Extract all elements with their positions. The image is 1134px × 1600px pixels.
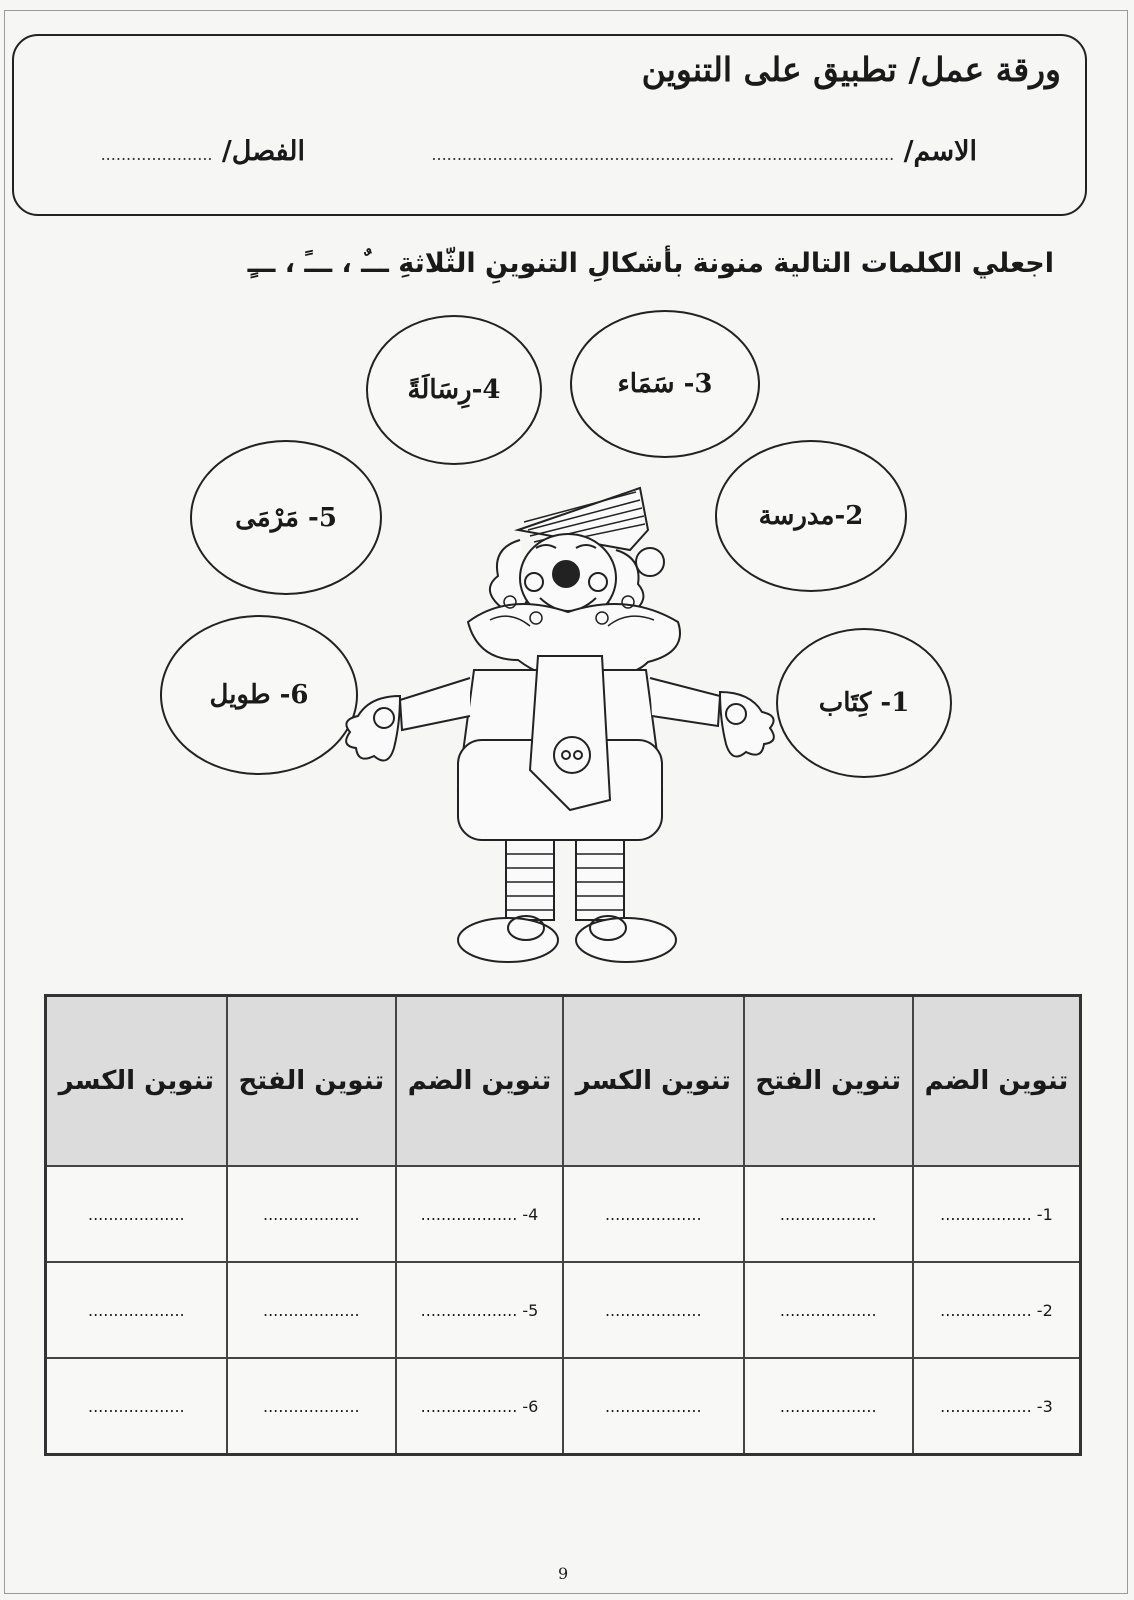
header-box — [12, 34, 1087, 216]
answer-cell[interactable]: 2- .................. — [913, 1262, 1081, 1358]
answer-cell[interactable]: 5- ................... — [396, 1262, 563, 1358]
header-fatha-1: تنوين الفتح — [744, 996, 913, 1167]
answer-cell[interactable]: 3- .................. — [913, 1358, 1081, 1455]
answer-cell[interactable]: ................... — [563, 1166, 744, 1262]
answer-cell[interactable]: ................... — [46, 1166, 227, 1262]
table-row — [46, 1262, 1081, 1358]
answer-table — [44, 994, 1082, 1456]
name-blank[interactable]: ........................................................................................... — [431, 145, 895, 164]
answer-cell[interactable]: 4- ................... — [396, 1166, 563, 1262]
table-row — [46, 1166, 1081, 1262]
table-header-row — [46, 996, 1081, 1167]
header-damma-2: تنوين الضم — [396, 996, 563, 1167]
answer-cell[interactable]: ................... — [227, 1262, 396, 1358]
word-6: 6- طويل — [209, 680, 309, 710]
header-kasra-2: تنوين الكسر — [46, 996, 227, 1167]
answer-cell[interactable]: 6- ................... — [396, 1358, 563, 1455]
answer-cell[interactable]: ................... — [563, 1262, 744, 1358]
answer-cell[interactable]: ................... — [46, 1358, 227, 1455]
header-fatha-2: تنوين الفتح — [227, 996, 396, 1167]
table-row — [46, 1358, 1081, 1455]
name-field[interactable] — [431, 136, 977, 167]
word-3: 3- سَمَاء — [617, 369, 713, 399]
word-bubble-4 — [366, 315, 542, 465]
word-bubble-6 — [160, 615, 358, 775]
clown-illustration — [340, 470, 790, 980]
answer-cell[interactable]: ................... — [227, 1166, 396, 1262]
instruction-text: اجعلي الكلمات التالية منونة بأشكالِ التنوينِ الثّلاثةِ ـــٌ ، ـــً ، ـــٍ — [247, 248, 1054, 279]
answer-cell[interactable]: ................... — [744, 1166, 913, 1262]
header-kasra-1: تنوين الكسر — [563, 996, 744, 1167]
page-number: 9 — [558, 1564, 569, 1583]
class-label: الفصل/ — [221, 136, 305, 167]
class-field[interactable] — [101, 136, 305, 167]
answer-cell[interactable]: ................... — [563, 1358, 744, 1455]
word-1: 1- كِتَاب — [818, 688, 910, 718]
worksheet-title: ورقة عمل/ تطبيق على التنوين — [641, 50, 1061, 89]
word-bubble-1 — [776, 628, 952, 778]
answer-cell[interactable]: ................... — [46, 1262, 227, 1358]
answer-cell[interactable]: 1- .................. — [913, 1166, 1081, 1262]
header-damma-1: تنوين الضم — [913, 996, 1081, 1167]
word-bubble-3 — [570, 310, 760, 458]
answer-cell[interactable]: ................... — [744, 1262, 913, 1358]
answer-cell[interactable]: ................... — [744, 1358, 913, 1455]
word-2: 2-مدرسة — [758, 501, 864, 531]
word-5: 5- مَرْمَى — [235, 502, 337, 533]
class-blank[interactable]: ...................... — [100, 145, 213, 164]
name-label: الاسم/ — [903, 136, 977, 167]
answer-cell[interactable]: ................... — [227, 1358, 396, 1455]
word-4: 4-رِسَالَةً — [407, 375, 501, 405]
